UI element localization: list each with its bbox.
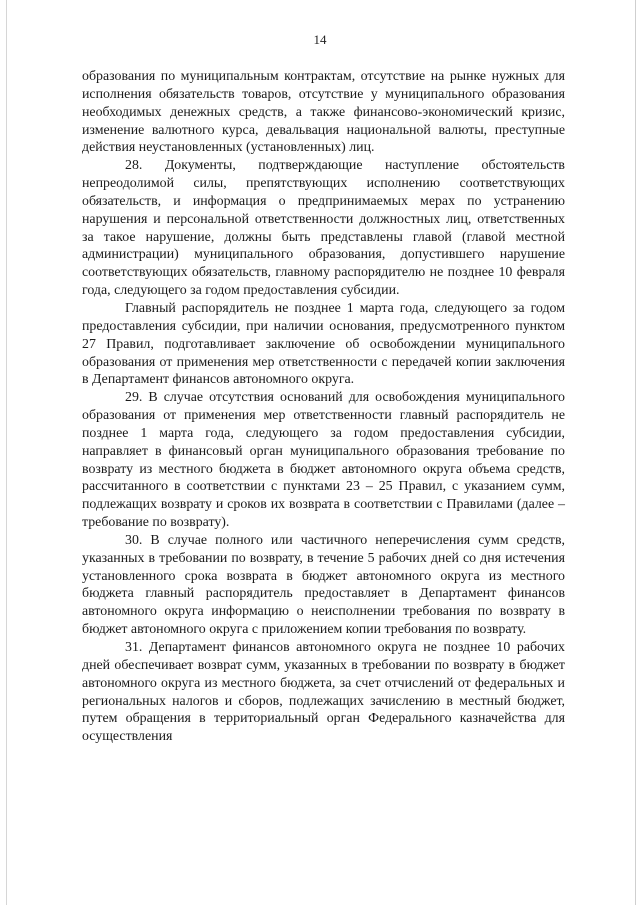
scan-edge-right (635, 0, 636, 905)
paragraph-continuation: образования по муниципальным контрактам, отсутствие на рынке нужных для исполнения обязательств товаров, отсутствие у муниципального образования необходимых денежных средств, а также финансово-экономический кризис, изменение валютного курса, девальвация национальной валюты, преступные действия неустановленных (установленных) лиц. (82, 69, 565, 156)
paragraph-item-29: 29. В случае отсутствия оснований для освобождения муниципального образования от применения мер ответственности главный распорядитель не позднее 1 марта года, следующего за годом предоставления субсидии, направляет в финансовый орган муниципального образования требование по возврату из местного бюджета в бюджет автономного округа объема средств, рассчитанного в соответствии с пунктами 23 – 25 Правил, с указанием сумм, подлежащих возврату и сроков их возврата в соответствии с Правилами (далее – требование по возврату). (82, 390, 565, 531)
document-body (82, 68, 565, 746)
paragraph-item-28-conclusion: Главный распорядитель не позднее 1 марта года, следующего за годом предоставления субсидии, при наличии основания, предусмотренного пунктом 27 Правил, подготавливает заключение об освобождении муниципального образования от применения мер ответственности с передачей копии заключения в Департамент финансов автономного округа. (82, 300, 565, 388)
page-number: 14 (313, 32, 327, 47)
paragraph-item-31: 31. Департамент финансов автономного округа не позднее 10 рабочих дней обеспечивает возврат сумм, указанных в требовании по возврату в бюджет автономного округа из местного бюджета, за счет отчислений от федеральных и региональных налогов и сборов, подлежащих зачислению в местный бюджет, путем обращения в территориальный орган Федерального казначейства для осуществления (82, 640, 565, 745)
paragraph-item-28: 28. Документы, подтверждающие наступление обстоятельств непреодолимой силы, препятствующих исполнению соответствующих обязательств, и информация о предпринимаемых мерах по устранению нарушения и персональной ответственности должностных лиц, ответственных за такое нарушение, должны быть представлены главой (главой местной администрации) муниципального образования, допустившего нарушение соответствующих обязательств, главному распорядителю не позднее 10 февраля года, следующего за годом предоставления субсидии. (82, 158, 565, 299)
paragraph-item-30: 30. В случае полного или частичного неперечисления сумм средств, указанных в требовании по возврату, в течение 5 рабочих дней со дня истечения установленного срока возврата в бюджет автономного округа из местного бюджета главный распорядитель предоставляет в Департамент финансов автономного округа информацию о неисполнении требования по возврату в бюджет автономного округа с приложением копии требования по возврату. (82, 532, 565, 638)
scan-edge-left (6, 0, 7, 905)
